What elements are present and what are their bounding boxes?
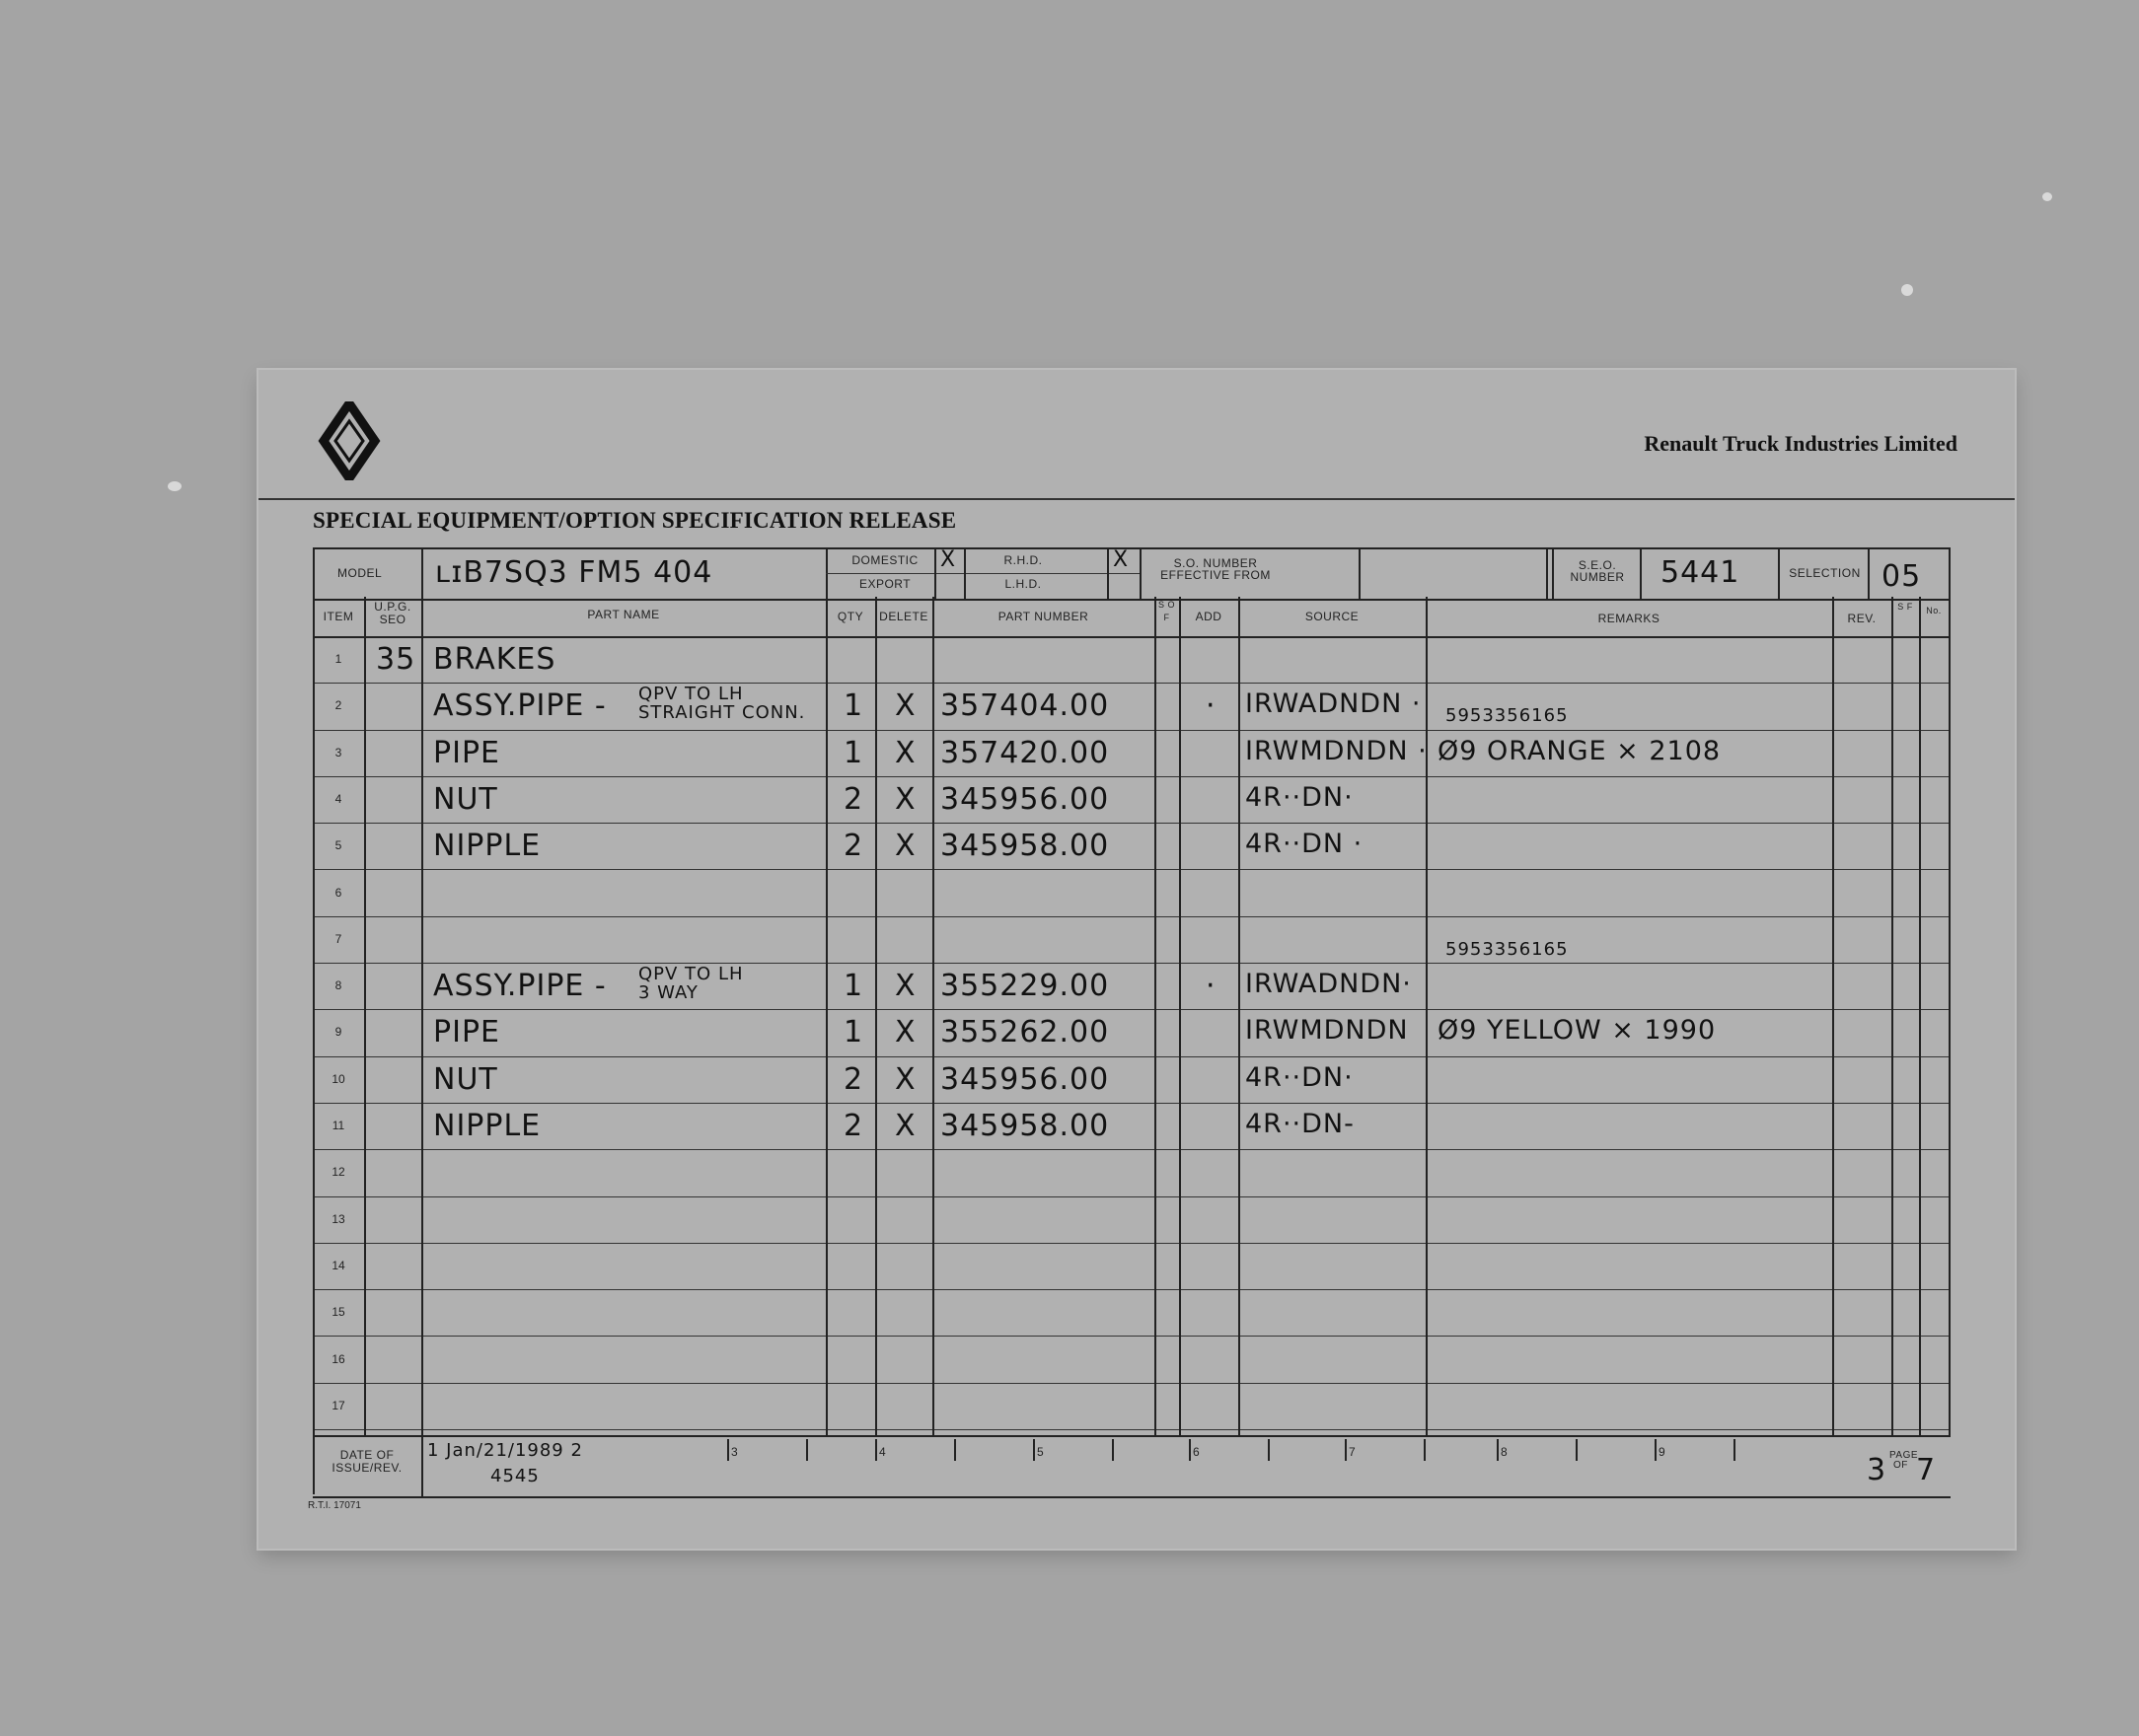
col-rev: REV. [1847,612,1877,625]
form-title: SPECIAL EQUIPMENT/OPTION SPECIFICATION RELEASE [313,508,957,533]
issue-slot-divider [1189,1439,1191,1461]
table-row [313,1103,1951,1150]
model-label: MODEL [337,566,383,580]
issue-slot-divider [1268,1439,1270,1461]
qty-value: 2 [844,781,864,817]
rhd-mark: X [1113,547,1129,572]
table-header [313,597,1951,638]
part-name: ASSY.PIPE - [433,969,607,1004]
rhd-label: R.H.D. [1003,553,1043,567]
table-row [313,1289,1951,1337]
table-row [313,1337,1951,1384]
item-number: 12 [332,1165,345,1180]
part-name-detail: QPV TO LH 3 WAY [638,964,744,1004]
qty-value: 2 [844,1109,864,1143]
col-part-number: PART NUMBER [997,610,1089,623]
qty-value: 2 [844,829,864,864]
item-number: 4 [334,791,342,806]
date-value-sub: 4545 [490,1466,540,1486]
table-row [313,1196,1951,1244]
part-name: ASSY.PIPE - [433,688,607,724]
col-last: No. [1926,606,1942,615]
table-row [313,1056,1951,1104]
remarks-code: 5953356165 [1445,705,1569,727]
issue-slot-number: 8 [1501,1445,1508,1459]
table-row [313,1009,1951,1056]
issue-slot-divider [954,1439,956,1461]
part-number-value: 357420.00 [940,735,1110,770]
renault-logo-icon [318,401,387,480]
upg-seo-value: 35 [376,642,416,677]
issue-slot-divider [806,1439,808,1461]
source-value: 4R··DN· [1245,1061,1354,1093]
page-total: 7 [1916,1453,1937,1487]
table-row [313,916,1951,964]
seo-label-1: S.E.O. [1578,558,1617,572]
item-number: 5 [334,838,342,853]
item-number: 13 [332,1211,345,1226]
form-code: R.T.I. 17071 [308,1500,361,1511]
part-number-value: 355262.00 [940,1015,1110,1050]
page-label-1: PAGE [1889,1450,1919,1461]
delete-mark: X [895,1109,917,1143]
spec-form [313,547,1951,1494]
col-sf: S F [1897,602,1913,612]
qty-value: 1 [844,969,864,1004]
form-meta-row [313,547,1951,601]
table-row [313,730,1951,777]
so-number-label: S.O. NUMBER [1173,556,1258,570]
delete-mark: X [895,688,917,724]
export-label: EXPORT [858,577,912,591]
table-row [313,1383,1951,1430]
source-value: IRWMDNDN [1245,1015,1409,1047]
part-name: NUT [433,781,498,817]
delete-mark: X [895,969,917,1004]
item-number: 8 [334,978,342,993]
date-label-1: DATE OF [339,1448,395,1462]
part-name: PIPE [433,735,500,770]
part-name: NIPPLE [433,829,542,864]
page-number: 3 [1867,1453,1887,1487]
item-number: 14 [332,1258,345,1272]
part-number-value: 345958.00 [940,1109,1110,1143]
selection-value: 05 [1881,559,1922,594]
item-number: 10 [332,1071,345,1086]
part-number-value: 345958.00 [940,829,1110,864]
table-row [313,636,1951,684]
issue-slot-number: 9 [1659,1445,1665,1459]
parts-table [313,597,1951,1435]
qty-value: 2 [844,1061,864,1097]
qty-value: 1 [844,688,864,724]
issue-slot-divider [1576,1439,1578,1461]
date-value: 1 Jan/21/1989 2 [427,1440,583,1461]
issue-slot-number: 3 [731,1445,738,1459]
col-item: ITEM [323,610,354,623]
col-add: ADD [1195,610,1222,623]
part-number-value: 355229.00 [940,969,1110,1004]
item-number: 17 [332,1398,345,1412]
col-qty: QTY [837,610,864,623]
source-value: 4R··DN- [1245,1109,1355,1139]
col-sof: S O F [1157,600,1175,622]
part-number-value: 357404.00 [940,688,1110,724]
domestic-label: DOMESTIC [851,553,919,567]
issue-slot-divider [1345,1439,1347,1461]
issue-slot-number: 7 [1349,1445,1356,1459]
seo-number-value: 5441 [1660,555,1740,590]
remarks-value: Ø9 ORANGE × 2108 [1438,735,1722,766]
issue-slot-number: 4 [879,1445,886,1459]
document-sheet [258,370,2015,1549]
col-part-name: PART NAME [587,608,660,621]
issue-slot-divider [1733,1439,1735,1461]
lhd-label: L.H.D. [1004,577,1042,591]
header-rule [258,498,2015,500]
item-number: 16 [332,1351,345,1366]
effective-from-label: EFFECTIVE FROM [1160,568,1271,582]
item-number: 7 [334,931,342,946]
part-number-value: 345956.00 [940,781,1110,817]
item-number: 11 [332,1119,345,1132]
date-label-2: ISSUE/REV. [332,1461,403,1475]
source-value: IRWADNDN· [1245,969,1412,1000]
source-value: 4R··DN· [1245,781,1354,813]
qty-value: 1 [844,735,864,770]
part-name: NIPPLE [433,1109,542,1143]
remarks-code: 5953356165 [1445,938,1569,960]
source-value: IRWADNDN · [1245,688,1422,720]
part-name: NUT [433,1061,498,1097]
col-upg-2: SEO [379,613,406,626]
issue-slot-divider [1033,1439,1035,1461]
issue-slot-number: 5 [1037,1445,1044,1459]
issue-slot-divider [727,1439,729,1461]
table-row [313,1243,1951,1290]
model-value: ʟɪB7SQ3 FM5 404 [435,555,713,590]
delete-mark: X [895,1015,917,1050]
part-name: PIPE [433,1015,500,1050]
qty-value: 1 [844,1015,864,1050]
col-remarks: REMARKS [1597,612,1660,625]
delete-mark: X [895,781,917,817]
domestic-mark: X [940,547,956,572]
item-number: 3 [334,745,342,760]
table-row [313,870,1951,917]
source-value: 4R··DN · [1245,829,1364,860]
add-mark: · [1206,969,1217,1004]
table-row [313,776,1951,824]
col-source: SOURCE [1304,610,1360,623]
table-row [313,683,1951,730]
part-name: BRAKES [433,642,556,677]
col-delete: DELETE [879,610,928,623]
issue-slot-divider [1424,1439,1426,1461]
item-number: 6 [334,885,342,900]
selection-label: SELECTION [1789,566,1861,580]
item-number: 1 [334,652,342,666]
issue-slot-number: 6 [1193,1445,1200,1459]
item-number: 2 [334,698,342,713]
source-value: IRWMDNDN · [1245,735,1428,766]
issue-slot-divider [1112,1439,1114,1461]
part-name-detail: QPV TO LH STRAIGHT CONN. [638,684,806,724]
item-number: 9 [334,1025,342,1040]
issue-slot-divider [875,1439,877,1461]
delete-mark: X [895,1061,917,1097]
issue-footer [313,1435,1951,1498]
table-row [313,823,1951,870]
remarks-value: Ø9 YELLOW × 1990 [1438,1015,1717,1047]
delete-mark: X [895,735,917,770]
delete-mark: X [895,829,917,864]
col-upg-1: U.P.G. [374,600,411,614]
part-number-value: 345956.00 [940,1061,1110,1097]
company-name: Renault Truck Industries Limited [1644,431,1957,456]
page-label-2: OF [1893,1460,1908,1471]
item-number: 15 [332,1305,345,1320]
issue-slot-divider [1497,1439,1499,1461]
add-mark: · [1206,688,1217,724]
seo-label-2: NUMBER [1570,570,1625,584]
table-row [313,963,1951,1010]
table-row [313,1149,1951,1196]
issue-slot-divider [1655,1439,1657,1461]
